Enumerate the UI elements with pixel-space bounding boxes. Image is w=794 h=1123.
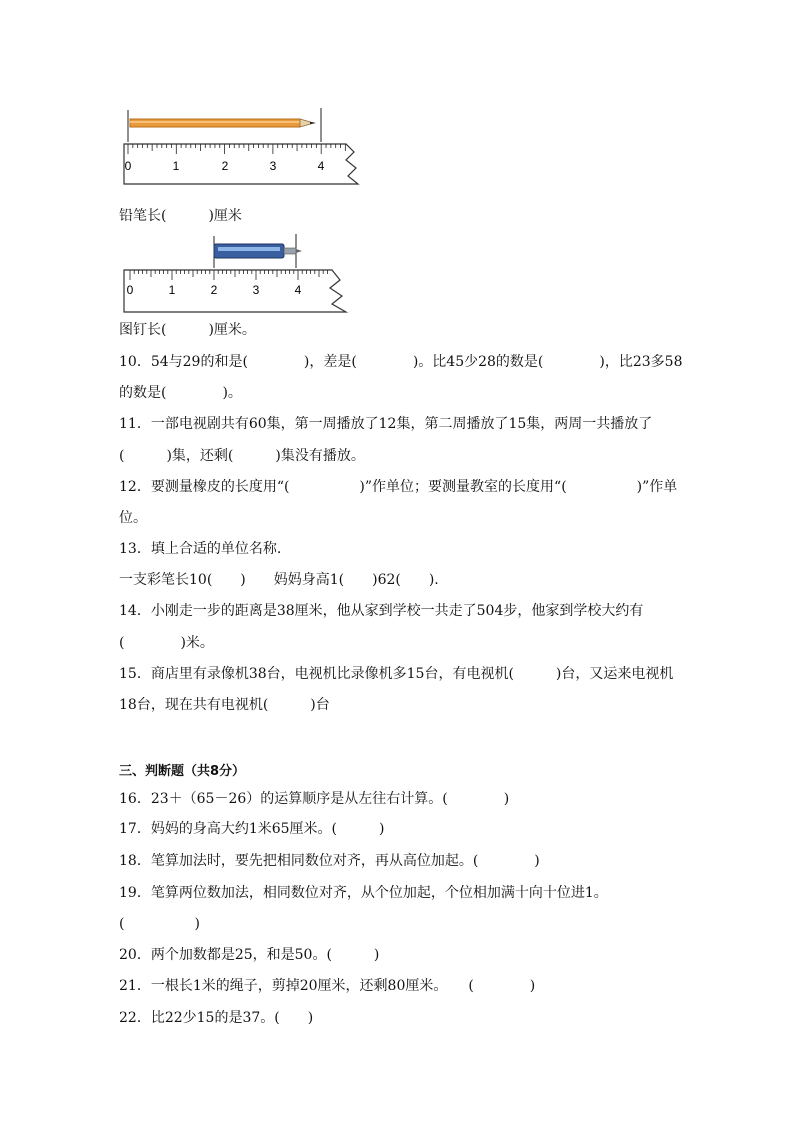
- question-12-line-1: 12．要测量橡皮的长度用“( )”作单位；要测量教室的长度用“( )”作单: [119, 479, 678, 495]
- question-19: 19．笔算两位数加法，相同数位对齐，从个位加起，个位相加满十向十位进1。: [119, 885, 608, 901]
- tick-label: 4: [294, 283, 302, 297]
- question-20: 20．两个加数都是25，和是50。( ): [119, 947, 380, 963]
- question-19-answer: ( ): [119, 916, 200, 932]
- question-10-line-2: 的数是( )。: [119, 385, 242, 401]
- question-18: 18．笔算加法时，要先把相同数位对齐，再从高位加起。( ): [119, 853, 540, 869]
- question-14-line-1: 14．小刚走一步的距离是38厘米，他从家到学校一共走了504步，他家到学校大约有: [119, 603, 644, 619]
- pencil-icon: [130, 119, 316, 127]
- pencil-caption: 铅笔长( )厘米: [119, 208, 242, 224]
- tick-label: 3: [252, 283, 260, 297]
- ruler-icon: [124, 270, 346, 312]
- pushpin-caption: 图钉长( )厘米。: [119, 322, 256, 338]
- section-title-judgement: 三、判断题（共8分）: [119, 764, 246, 779]
- question-11-line-2: ( )集，还剩( )集没有播放。: [119, 448, 365, 464]
- tick-label: 2: [210, 283, 218, 297]
- tick-label: 2: [221, 159, 229, 173]
- question-12-line-2: 位。: [119, 510, 147, 526]
- tick-label: 1: [172, 159, 180, 173]
- question-13-line-1: 13．填上合适的单位名称.: [119, 541, 282, 557]
- question-16: 16．23＋（65－26）的运算顺序是从左往右计算。( ): [119, 791, 510, 807]
- question-17: 17．妈妈的身高大约1米65厘米。( ): [119, 821, 385, 837]
- tick-label: 3: [269, 159, 277, 173]
- pushpin-ruler-figure: [118, 232, 354, 316]
- question-14-line-2: ( )米。: [119, 635, 214, 651]
- question-15-line-1: 15．商店里有录像机38台，电视机比录像机多15台，有电视机( )台，又运来电视机: [119, 666, 674, 682]
- question-10-line-1: 10．54与29的和是( )，差是( )。比45少28的数是( )，比23多58: [119, 354, 683, 370]
- question-22: 22．比22少15的是37。( ): [119, 1010, 314, 1026]
- question-11-line-1: 11．一部电视剧共有60集，第一周播放了12集，第二周播放了15集，两周一共播放了: [119, 416, 653, 432]
- question-13-line-2: 一支彩笔长10( ) 妈妈身高1( )62( ).: [119, 572, 439, 588]
- pencil-ruler-figure: [118, 104, 370, 190]
- tick-label: 0: [126, 283, 134, 297]
- question-15-line-2: 18台，现在共有电视机( )台: [119, 697, 330, 713]
- question-21: 21．一根长1米的绳子，剪掉20厘米，还剩80厘米。 ( ): [119, 978, 536, 994]
- tick-label: 1: [168, 283, 176, 297]
- tick-label: 4: [317, 159, 325, 173]
- pushpin-icon: [214, 244, 302, 258]
- tick-label: 0: [124, 159, 132, 173]
